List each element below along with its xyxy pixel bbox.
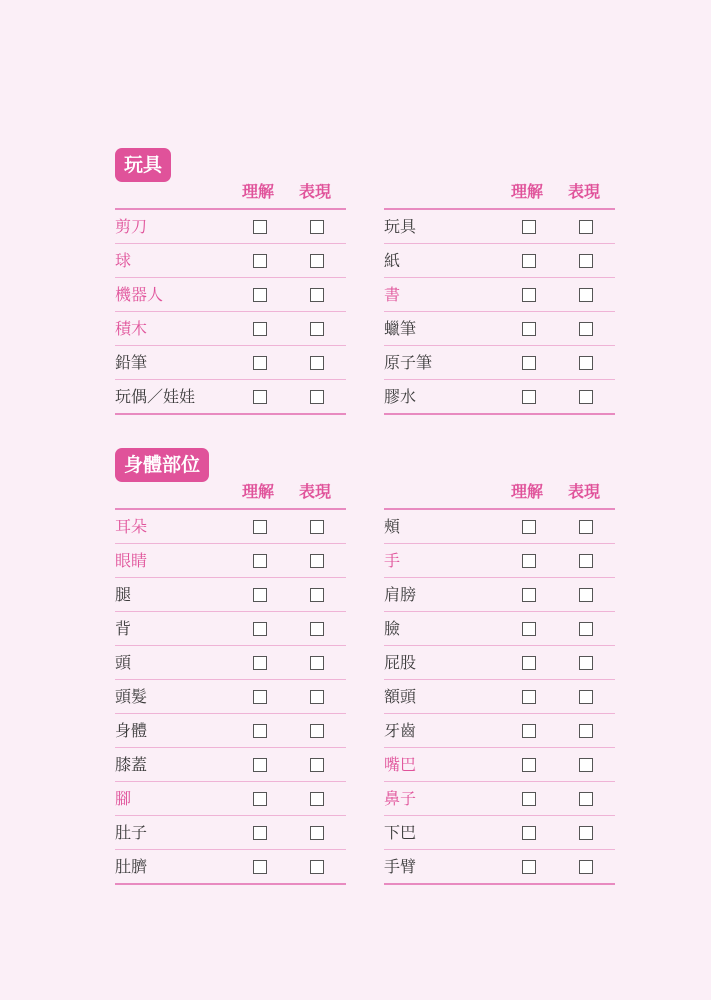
express-checkbox[interactable] — [579, 254, 593, 268]
item-label: 原子筆 — [384, 353, 433, 372]
understand-checkbox[interactable] — [522, 792, 536, 806]
express-checkbox[interactable] — [579, 758, 593, 772]
express-checkbox[interactable] — [310, 826, 324, 840]
express-checkbox[interactable] — [310, 322, 324, 336]
item-label: 手臂 — [384, 857, 417, 876]
item-label: 眼睛 — [115, 551, 148, 570]
item-label: 頭 — [115, 653, 132, 672]
column-header — [384, 480, 615, 504]
list-item — [384, 714, 615, 748]
list-item — [115, 346, 346, 380]
header-understand: 理解 — [242, 482, 275, 501]
understand-checkbox[interactable] — [253, 758, 267, 772]
express-checkbox[interactable] — [579, 690, 593, 704]
express-checkbox[interactable] — [310, 588, 324, 602]
item-label: 機器人 — [115, 285, 164, 304]
express-checkbox[interactable] — [310, 554, 324, 568]
item-label: 積木 — [115, 319, 148, 338]
item-label: 頭髮 — [115, 687, 148, 706]
item-label: 肚子 — [115, 823, 148, 842]
express-checkbox[interactable] — [310, 254, 324, 268]
express-checkbox[interactable] — [579, 220, 593, 234]
item-label: 玩偶／娃娃 — [115, 387, 196, 406]
item-label: 肚臍 — [115, 857, 148, 876]
list-item — [115, 850, 346, 885]
item-label: 手 — [384, 551, 401, 570]
item-label: 膠水 — [384, 387, 417, 406]
understand-checkbox[interactable] — [253, 254, 267, 268]
header-understand: 理解 — [511, 182, 544, 201]
header-express: 表現 — [568, 182, 601, 201]
item-label: 腿 — [115, 585, 132, 604]
express-checkbox[interactable] — [310, 860, 324, 874]
understand-checkbox[interactable] — [522, 622, 536, 636]
header-express: 表現 — [568, 482, 601, 501]
list-item — [115, 544, 346, 578]
understand-checkbox[interactable] — [253, 860, 267, 874]
list-item — [115, 278, 346, 312]
express-checkbox[interactable] — [579, 520, 593, 534]
list-item — [115, 578, 346, 612]
section-title: 身體部位 — [115, 448, 209, 482]
express-checkbox[interactable] — [310, 690, 324, 704]
express-checkbox[interactable] — [579, 860, 593, 874]
understand-checkbox[interactable] — [253, 554, 267, 568]
list-item — [384, 544, 615, 578]
understand-checkbox[interactable] — [253, 520, 267, 534]
understand-checkbox[interactable] — [522, 758, 536, 772]
item-label: 蠟筆 — [384, 319, 417, 338]
item-label: 額頭 — [384, 687, 417, 706]
list-item — [384, 680, 615, 714]
understand-checkbox[interactable] — [522, 656, 536, 670]
express-checkbox[interactable] — [310, 356, 324, 370]
understand-checkbox[interactable] — [253, 588, 267, 602]
understand-checkbox[interactable] — [253, 792, 267, 806]
understand-checkbox[interactable] — [522, 254, 536, 268]
list-item — [384, 346, 615, 380]
item-label: 紙 — [384, 251, 401, 270]
item-label: 書 — [384, 285, 401, 304]
list-item — [384, 312, 615, 346]
list-item — [384, 244, 615, 278]
express-checkbox[interactable] — [579, 322, 593, 336]
list-item — [115, 646, 346, 680]
understand-checkbox[interactable] — [522, 520, 536, 534]
express-checkbox[interactable] — [579, 390, 593, 404]
list-item — [384, 278, 615, 312]
understand-checkbox[interactable] — [522, 356, 536, 370]
column-header — [115, 480, 346, 504]
understand-checkbox[interactable] — [522, 322, 536, 336]
item-label: 頰 — [384, 517, 401, 536]
understand-checkbox[interactable] — [253, 622, 267, 636]
item-label: 背 — [115, 619, 132, 638]
express-checkbox[interactable] — [310, 656, 324, 670]
understand-checkbox[interactable] — [253, 220, 267, 234]
item-label: 鉛筆 — [115, 353, 148, 372]
item-label: 玩具 — [384, 217, 417, 236]
item-label: 耳朵 — [115, 517, 148, 536]
list-item — [384, 210, 615, 244]
item-label: 屁股 — [384, 653, 417, 672]
item-label: 牙齒 — [384, 721, 417, 740]
list-item — [384, 380, 615, 415]
header-understand: 理解 — [511, 482, 544, 501]
understand-checkbox[interactable] — [522, 288, 536, 302]
list-item — [115, 680, 346, 714]
list-item — [115, 612, 346, 646]
understand-checkbox[interactable] — [522, 220, 536, 234]
express-checkbox[interactable] — [310, 288, 324, 302]
understand-checkbox[interactable] — [522, 860, 536, 874]
list-item — [115, 782, 346, 816]
express-checkbox[interactable] — [579, 656, 593, 670]
list-item — [115, 312, 346, 346]
item-label: 嘴巴 — [384, 755, 417, 774]
understand-checkbox[interactable] — [253, 656, 267, 670]
header-express: 表現 — [299, 482, 332, 501]
understand-checkbox[interactable] — [253, 390, 267, 404]
item-label: 臉 — [384, 619, 401, 638]
understand-checkbox[interactable] — [522, 390, 536, 404]
item-label: 下巴 — [384, 823, 417, 842]
express-checkbox[interactable] — [310, 390, 324, 404]
item-label: 膝蓋 — [115, 755, 148, 774]
list-item — [115, 510, 346, 544]
column-header — [115, 180, 346, 204]
express-checkbox[interactable] — [579, 554, 593, 568]
understand-checkbox[interactable] — [253, 356, 267, 370]
express-checkbox[interactable] — [579, 826, 593, 840]
express-checkbox[interactable] — [579, 288, 593, 302]
item-label: 身體 — [115, 721, 148, 740]
header-express: 表現 — [299, 182, 332, 201]
express-checkbox[interactable] — [579, 792, 593, 806]
understand-checkbox[interactable] — [253, 826, 267, 840]
understand-checkbox[interactable] — [253, 690, 267, 704]
list-item — [384, 578, 615, 612]
express-checkbox[interactable] — [579, 622, 593, 636]
section-title: 玩具 — [115, 148, 171, 182]
item-label: 鼻子 — [384, 789, 417, 808]
list-item — [384, 748, 615, 782]
understand-checkbox[interactable] — [522, 588, 536, 602]
list-item — [115, 748, 346, 782]
column-left — [115, 180, 346, 415]
list-item — [115, 380, 346, 415]
list-item — [115, 714, 346, 748]
header-understand: 理解 — [242, 182, 275, 201]
item-label: 肩膀 — [384, 585, 417, 604]
express-checkbox[interactable] — [310, 622, 324, 636]
understand-checkbox[interactable] — [253, 322, 267, 336]
list-item — [384, 510, 615, 544]
understand-checkbox[interactable] — [522, 724, 536, 738]
understand-checkbox[interactable] — [253, 288, 267, 302]
column-header — [384, 180, 615, 204]
column-right — [384, 180, 615, 415]
list-item — [384, 612, 615, 646]
column-right — [384, 480, 615, 885]
express-checkbox[interactable] — [579, 356, 593, 370]
express-checkbox[interactable] — [310, 724, 324, 738]
list-item — [115, 816, 346, 850]
express-checkbox[interactable] — [579, 724, 593, 738]
list-item — [115, 244, 346, 278]
list-item — [384, 782, 615, 816]
express-checkbox[interactable] — [310, 792, 324, 806]
item-label: 球 — [115, 251, 132, 270]
express-checkbox[interactable] — [310, 520, 324, 534]
item-label: 剪刀 — [115, 217, 148, 236]
understand-checkbox[interactable] — [522, 690, 536, 704]
express-checkbox[interactable] — [310, 220, 324, 234]
item-label: 腳 — [115, 789, 132, 808]
understand-checkbox[interactable] — [522, 554, 536, 568]
express-checkbox[interactable] — [310, 758, 324, 772]
understand-checkbox[interactable] — [522, 826, 536, 840]
understand-checkbox[interactable] — [253, 724, 267, 738]
column-left — [115, 480, 346, 885]
list-item — [384, 646, 615, 680]
express-checkbox[interactable] — [579, 588, 593, 602]
list-item — [115, 210, 346, 244]
list-item — [384, 816, 615, 850]
list-item — [384, 850, 615, 885]
